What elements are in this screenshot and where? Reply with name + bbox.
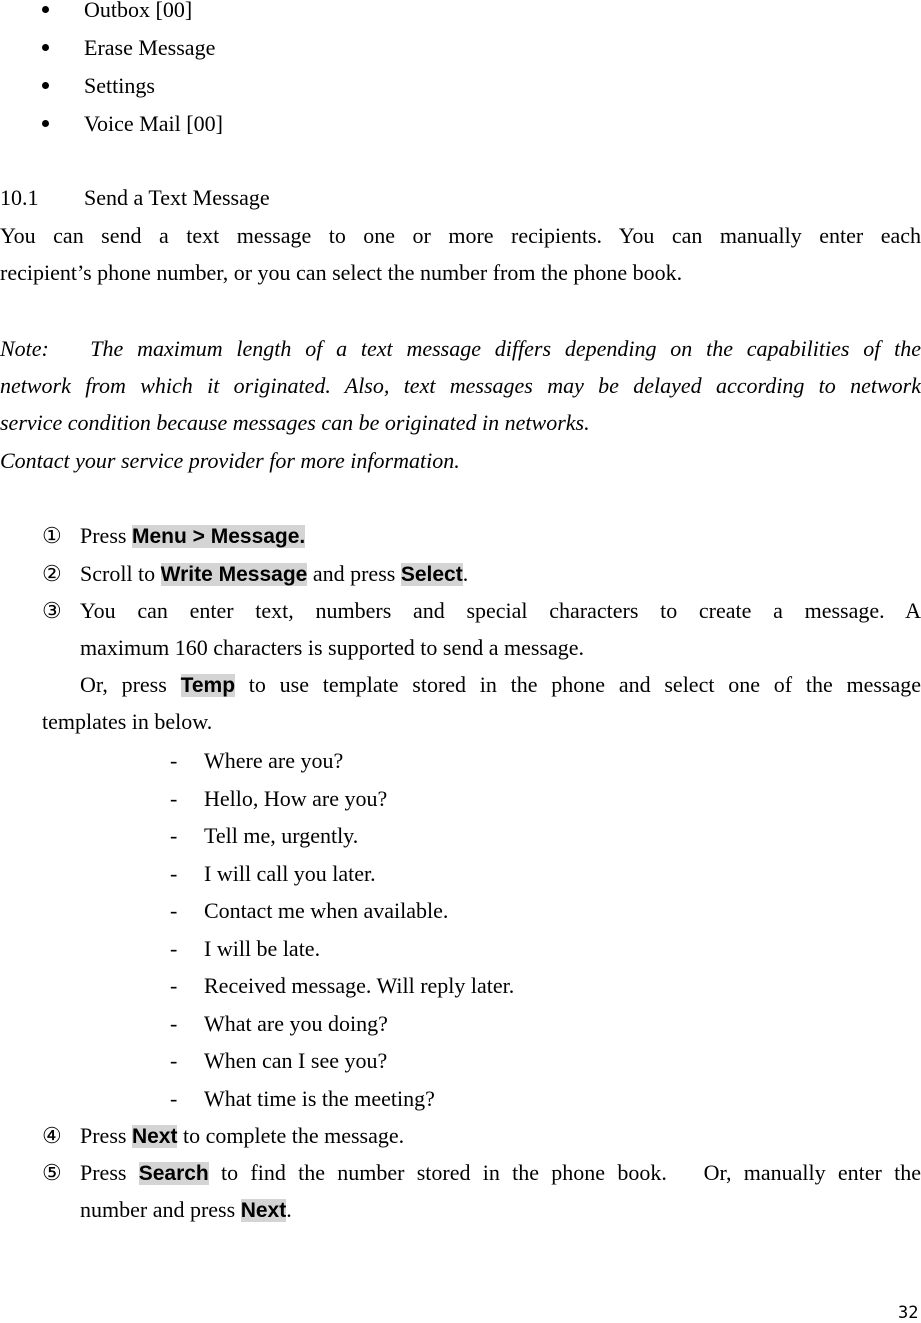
menu-item: Settings bbox=[84, 73, 155, 98]
section-title: Send a Text Message bbox=[84, 185, 270, 210]
section-number: 10.1 bbox=[0, 185, 39, 210]
step-marker: ④ bbox=[42, 1123, 62, 1148]
page-number: 32 bbox=[898, 1303, 919, 1323]
dash-marker: - bbox=[170, 786, 178, 811]
template-item: What are you doing? bbox=[204, 1011, 388, 1036]
step-text: You can enter text, numbers and special characters to create a message. A bbox=[80, 598, 921, 623]
note-line: service condition because messages can be originated in networks. bbox=[0, 410, 590, 435]
step-marker: ③ bbox=[42, 598, 62, 623]
step-1 bbox=[80, 523, 305, 550]
step-marker: ⑤ bbox=[42, 1160, 62, 1185]
intro-line: You can send a text message to one or more recipients. You can manually enter each bbox=[0, 223, 921, 248]
dash-marker: - bbox=[170, 898, 178, 923]
template-item: Where are you? bbox=[204, 748, 344, 773]
step-4 bbox=[80, 1123, 404, 1150]
dash-marker: - bbox=[170, 823, 178, 848]
key-label: Temp bbox=[180, 674, 236, 697]
dash-marker: - bbox=[170, 936, 178, 961]
template-item: Contact me when available. bbox=[204, 898, 449, 923]
step-text: . bbox=[286, 1197, 292, 1222]
dash-marker: - bbox=[170, 748, 178, 773]
step-text: templates in below. bbox=[42, 709, 213, 734]
key-label: Write Message bbox=[160, 563, 308, 586]
menu-item: Outbox [00] bbox=[84, 0, 193, 22]
step-5-line bbox=[80, 1160, 921, 1187]
dash-marker: - bbox=[170, 973, 178, 998]
step-text: and press bbox=[307, 561, 401, 586]
step-marker: ② bbox=[42, 561, 62, 586]
dash-marker: - bbox=[170, 1048, 178, 1073]
key-label: Next bbox=[131, 1125, 178, 1148]
template-item: I will be late. bbox=[204, 936, 321, 961]
template-item: When can I see you? bbox=[204, 1048, 388, 1073]
step-text: Press bbox=[80, 1123, 132, 1148]
template-item: I will call you later. bbox=[204, 861, 376, 886]
bullet-icon bbox=[42, 82, 49, 89]
step-5-line-2 bbox=[80, 1197, 292, 1224]
bullet-icon bbox=[42, 44, 49, 51]
step-text: Press bbox=[80, 1160, 139, 1185]
bullet-icon bbox=[42, 6, 49, 13]
key-label: Search bbox=[138, 1162, 209, 1185]
step-marker: ① bbox=[42, 523, 62, 548]
template-item: What time is the meeting? bbox=[204, 1086, 435, 1111]
step-text: maximum 160 characters is supported to send a message. bbox=[80, 635, 585, 660]
step-text: Or, press bbox=[80, 672, 181, 697]
dash-marker: - bbox=[170, 861, 178, 886]
note-line: Note: The maximum length of a text message differs depending on the capabilities of the bbox=[0, 336, 921, 361]
step-text: number and press bbox=[80, 1197, 241, 1222]
dash-marker: - bbox=[170, 1086, 178, 1111]
step-text: Press bbox=[80, 523, 132, 548]
key-label: Next bbox=[240, 1199, 287, 1222]
step-text: . bbox=[462, 561, 469, 586]
menu-item: Erase Message bbox=[84, 35, 216, 60]
bullet-icon bbox=[42, 120, 49, 127]
dash-marker: - bbox=[170, 1011, 178, 1036]
template-item: Hello, How are you? bbox=[204, 786, 388, 811]
note-line: network from which it originated. Also, text messages may be delayed according to network bbox=[0, 373, 921, 398]
template-item: Tell me, urgently. bbox=[204, 823, 359, 848]
menu-item: Voice Mail [00] bbox=[84, 111, 223, 136]
key-label: Menu > Message. bbox=[131, 525, 306, 548]
step-text: to complete the message. bbox=[177, 1123, 405, 1148]
step-2 bbox=[80, 561, 468, 588]
step-text: to find the number stored in the phone book. Or, manually enter the bbox=[208, 1160, 921, 1185]
step-3-temp-line bbox=[80, 672, 921, 699]
template-item: Received message. Will reply later. bbox=[204, 973, 515, 998]
intro-line: recipient’s phone number, or you can select the number from the phone book. bbox=[0, 260, 683, 285]
note-line: Contact your service provider for more information. bbox=[0, 448, 460, 473]
step-text: Scroll to bbox=[80, 561, 161, 586]
key-label: Select bbox=[400, 563, 463, 586]
step-text: to use template stored in the phone and select one of the message bbox=[235, 672, 921, 697]
